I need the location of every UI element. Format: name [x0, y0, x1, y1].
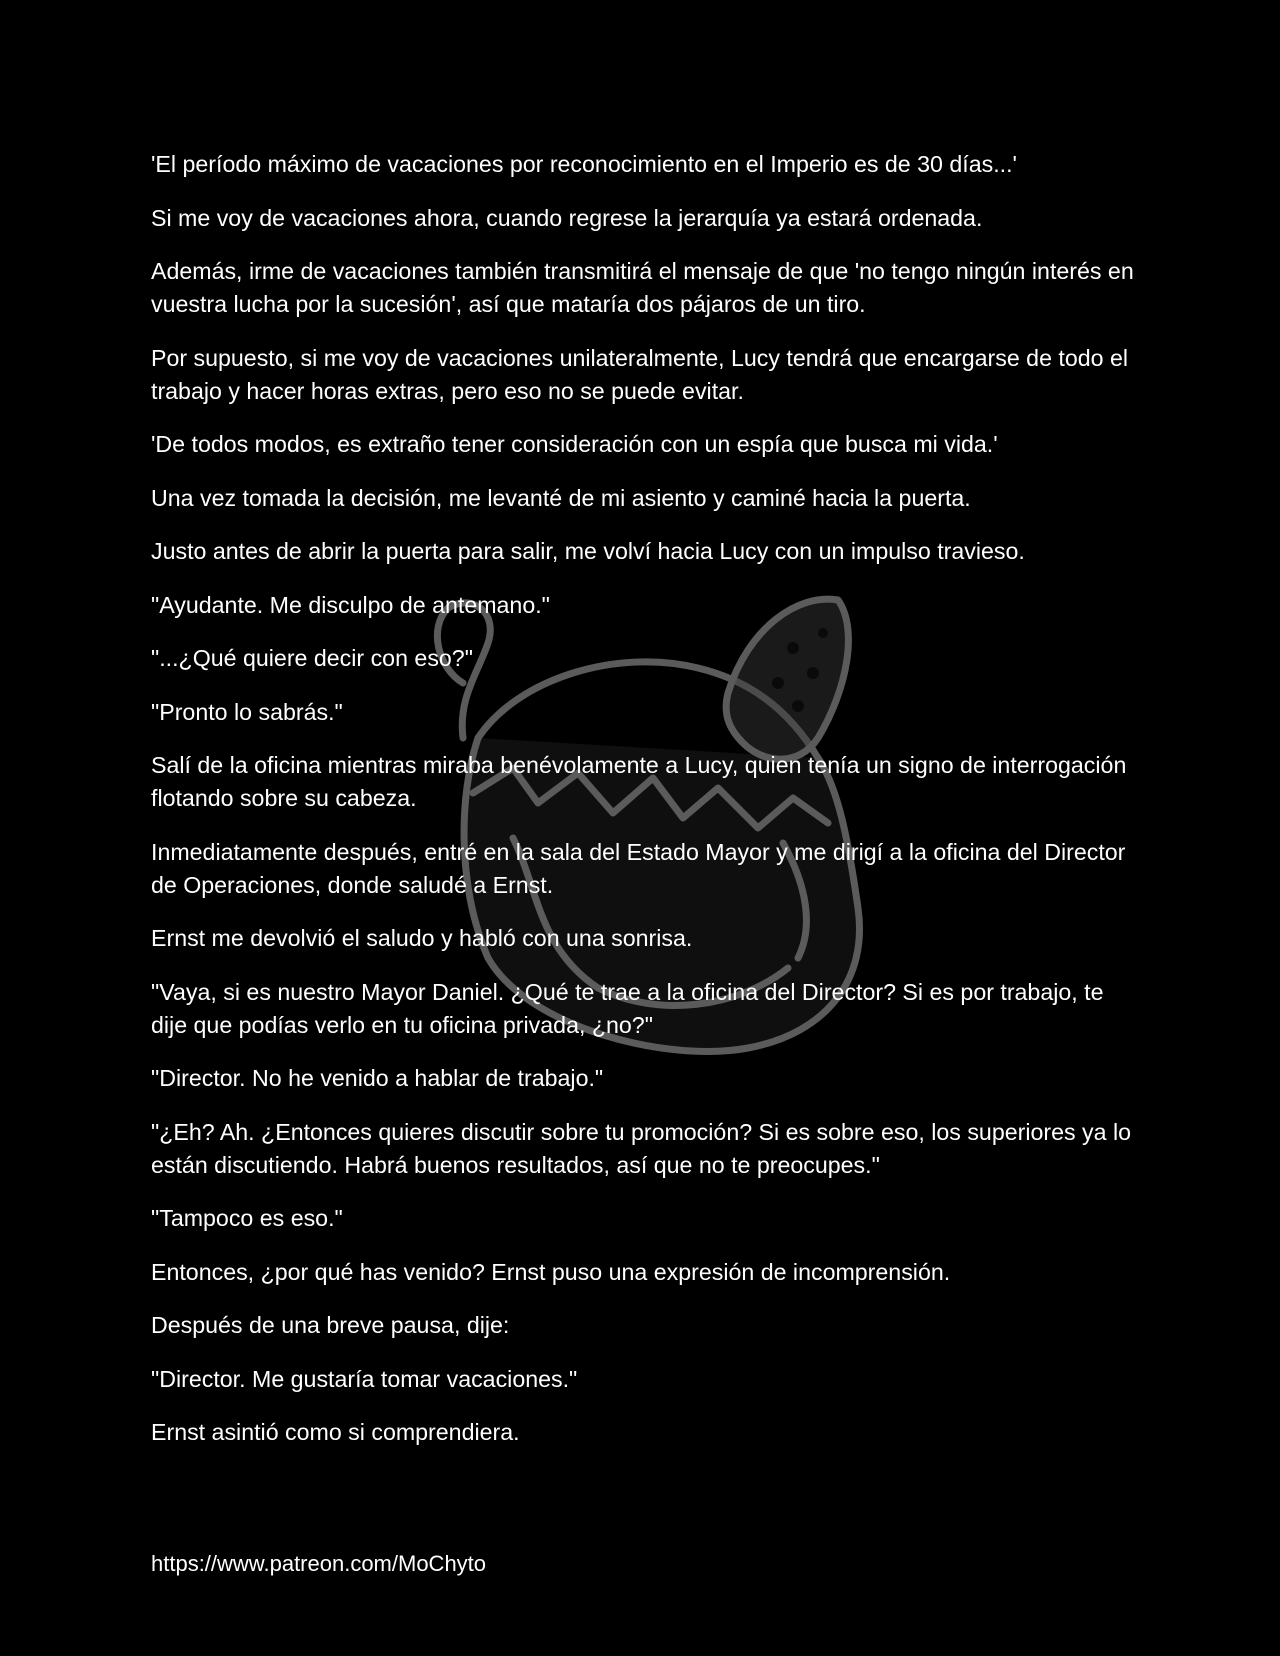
paragraph: Inmediatamente después, entré en la sala del Estado Mayor y me dirigí a la oficina del Director de Operaciones, donde saludé a Ernst. [151, 838, 1126, 898]
paragraph: Por supuesto, si me voy de vacaciones unilateralmente, Lucy tendrá que encargarse de todo el trabajo y hacer horas extras, pero eso no se puede evitar. [151, 344, 1129, 404]
paragraph: Entonces, ¿por qué has venido? Ernst puso una expresión de incomprensión. [151, 1258, 951, 1285]
paragraph: "Vaya, si es nuestro Mayor Daniel. ¿Qué te trae a la oficina del Director? Si es por trabajo, te dije que podías verlo en tu oficina privada, ¿no?" [151, 978, 1104, 1038]
paragraph: Una vez tomada la decisión, me levanté de mi asiento y caminé hacia la puerta. [151, 484, 971, 511]
paragraph: "Pronto lo sabrás." [151, 698, 343, 725]
paragraph: Además, irme de vacaciones también transmitirá el mensaje de que 'no tengo ningún interés en vuestra lucha por la sucesión', así que mataría dos pájaros de un tiro. [151, 258, 1134, 317]
paragraph: "...¿Qué quiere decir con eso?" [151, 645, 473, 671]
patreon-link[interactable]: https://www.patreon.com/MoChyto [151, 1551, 487, 1576]
paragraph: Si me voy de vacaciones ahora, cuando regrese la jerarquía ya estará ordenada. [151, 204, 983, 231]
paragraph: 'De todos modos, es extraño tener consideración con un espía que busca mi vida.' [151, 431, 998, 457]
paragraph: Ernst me devolvió el saludo y habló con una sonrisa. [151, 925, 693, 951]
paragraph: Después de una breve pausa, dije: [151, 1312, 510, 1338]
paragraph: "Director. No he venido a hablar de trabajo." [151, 1065, 604, 1091]
paragraph: Salí de la oficina mientras miraba benévolamente a Lucy, quien tenía un signo de interrogación flotando sobre su cabeza. [151, 752, 1127, 811]
paragraph: 'El período máximo de vacaciones por reconocimiento en el Imperio es de 30 días...' [151, 151, 1017, 177]
paragraph: Justo antes de abrir la puerta para salir, me volví hacia Lucy con un impulso travieso. [151, 538, 1025, 564]
chapter-text [151, 148, 1141, 1470]
paragraph: Ernst asintió como si comprendiera. [151, 1419, 520, 1445]
paragraph: "Ayudante. Me disculpo de antemano." [151, 591, 550, 618]
paragraph: "Director. Me gustaría tomar vacaciones." [151, 1365, 578, 1392]
paragraph: "Tampoco es eso." [151, 1205, 343, 1231]
paragraph: "¿Eh? Ah. ¿Entonces quieres discutir sobre tu promoción? Si es sobre eso, los superiores ya lo están discutiendo. Habrá buenos resultados, así que no te preocupes." [151, 1118, 1132, 1178]
